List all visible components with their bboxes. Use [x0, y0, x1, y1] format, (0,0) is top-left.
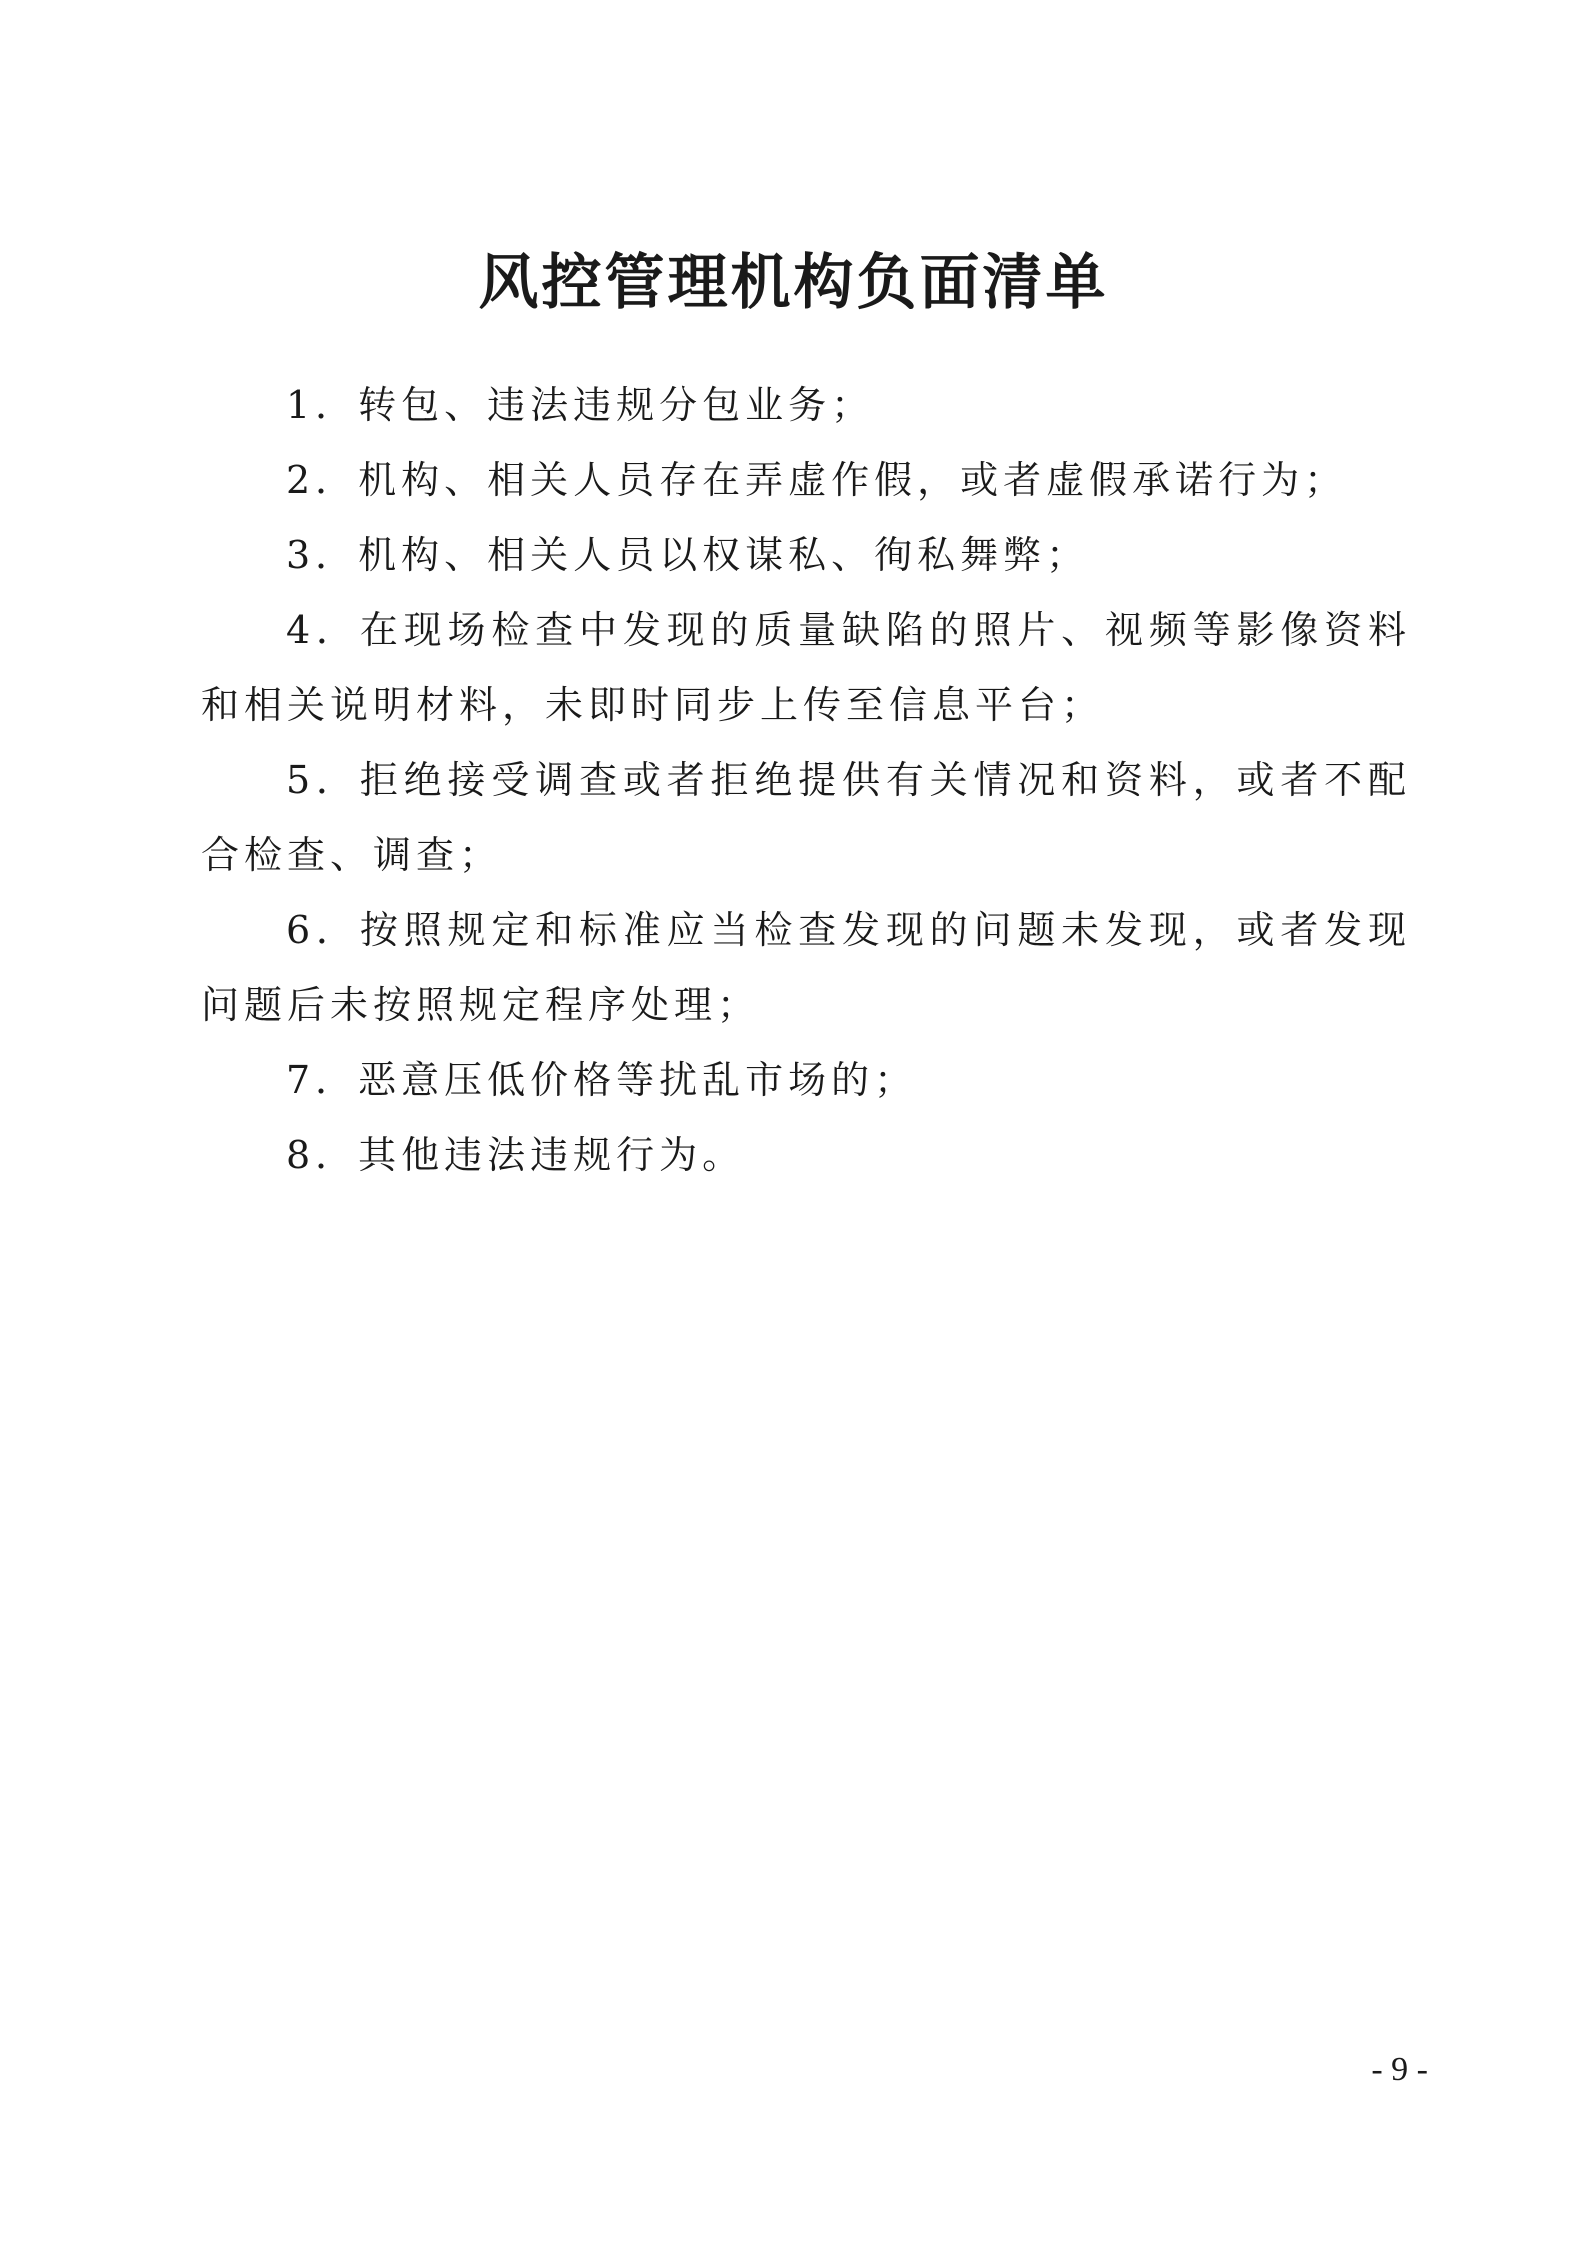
negative-list — [201, 368, 1411, 1193]
list-item: 3．机构、相关人员以权谋私、徇私舞弊； — [286, 533, 1090, 577]
document-title: 风控管理机构负面清单 — [478, 248, 1109, 318]
page-number: - 9 - — [1371, 2051, 1428, 2088]
list-item: 8．其他违法违规行为。 — [286, 1133, 746, 1177]
list-item: 5．拒绝接受调查或者拒绝提供有关情况和资料，或者不配合检查、调查； — [201, 758, 1411, 877]
list-item: 6．按照规定和标准应当检查发现的问题未发现，或者发现问题后未按照规定程序处理； — [201, 908, 1411, 1027]
list-item: 7．恶意压低价格等扰乱市场的； — [286, 1058, 918, 1102]
list-item: 1．转包、违法违规分包业务； — [286, 383, 875, 427]
list-item: 2．机构、相关人员存在弄虚作假，或者虚假承诺行为； — [286, 458, 1348, 502]
list-item: 4．在现场检查中发现的质量缺陷的照片、视频等影像资料和相关说明材料，未即时同步上传至信息平台； — [201, 608, 1411, 727]
